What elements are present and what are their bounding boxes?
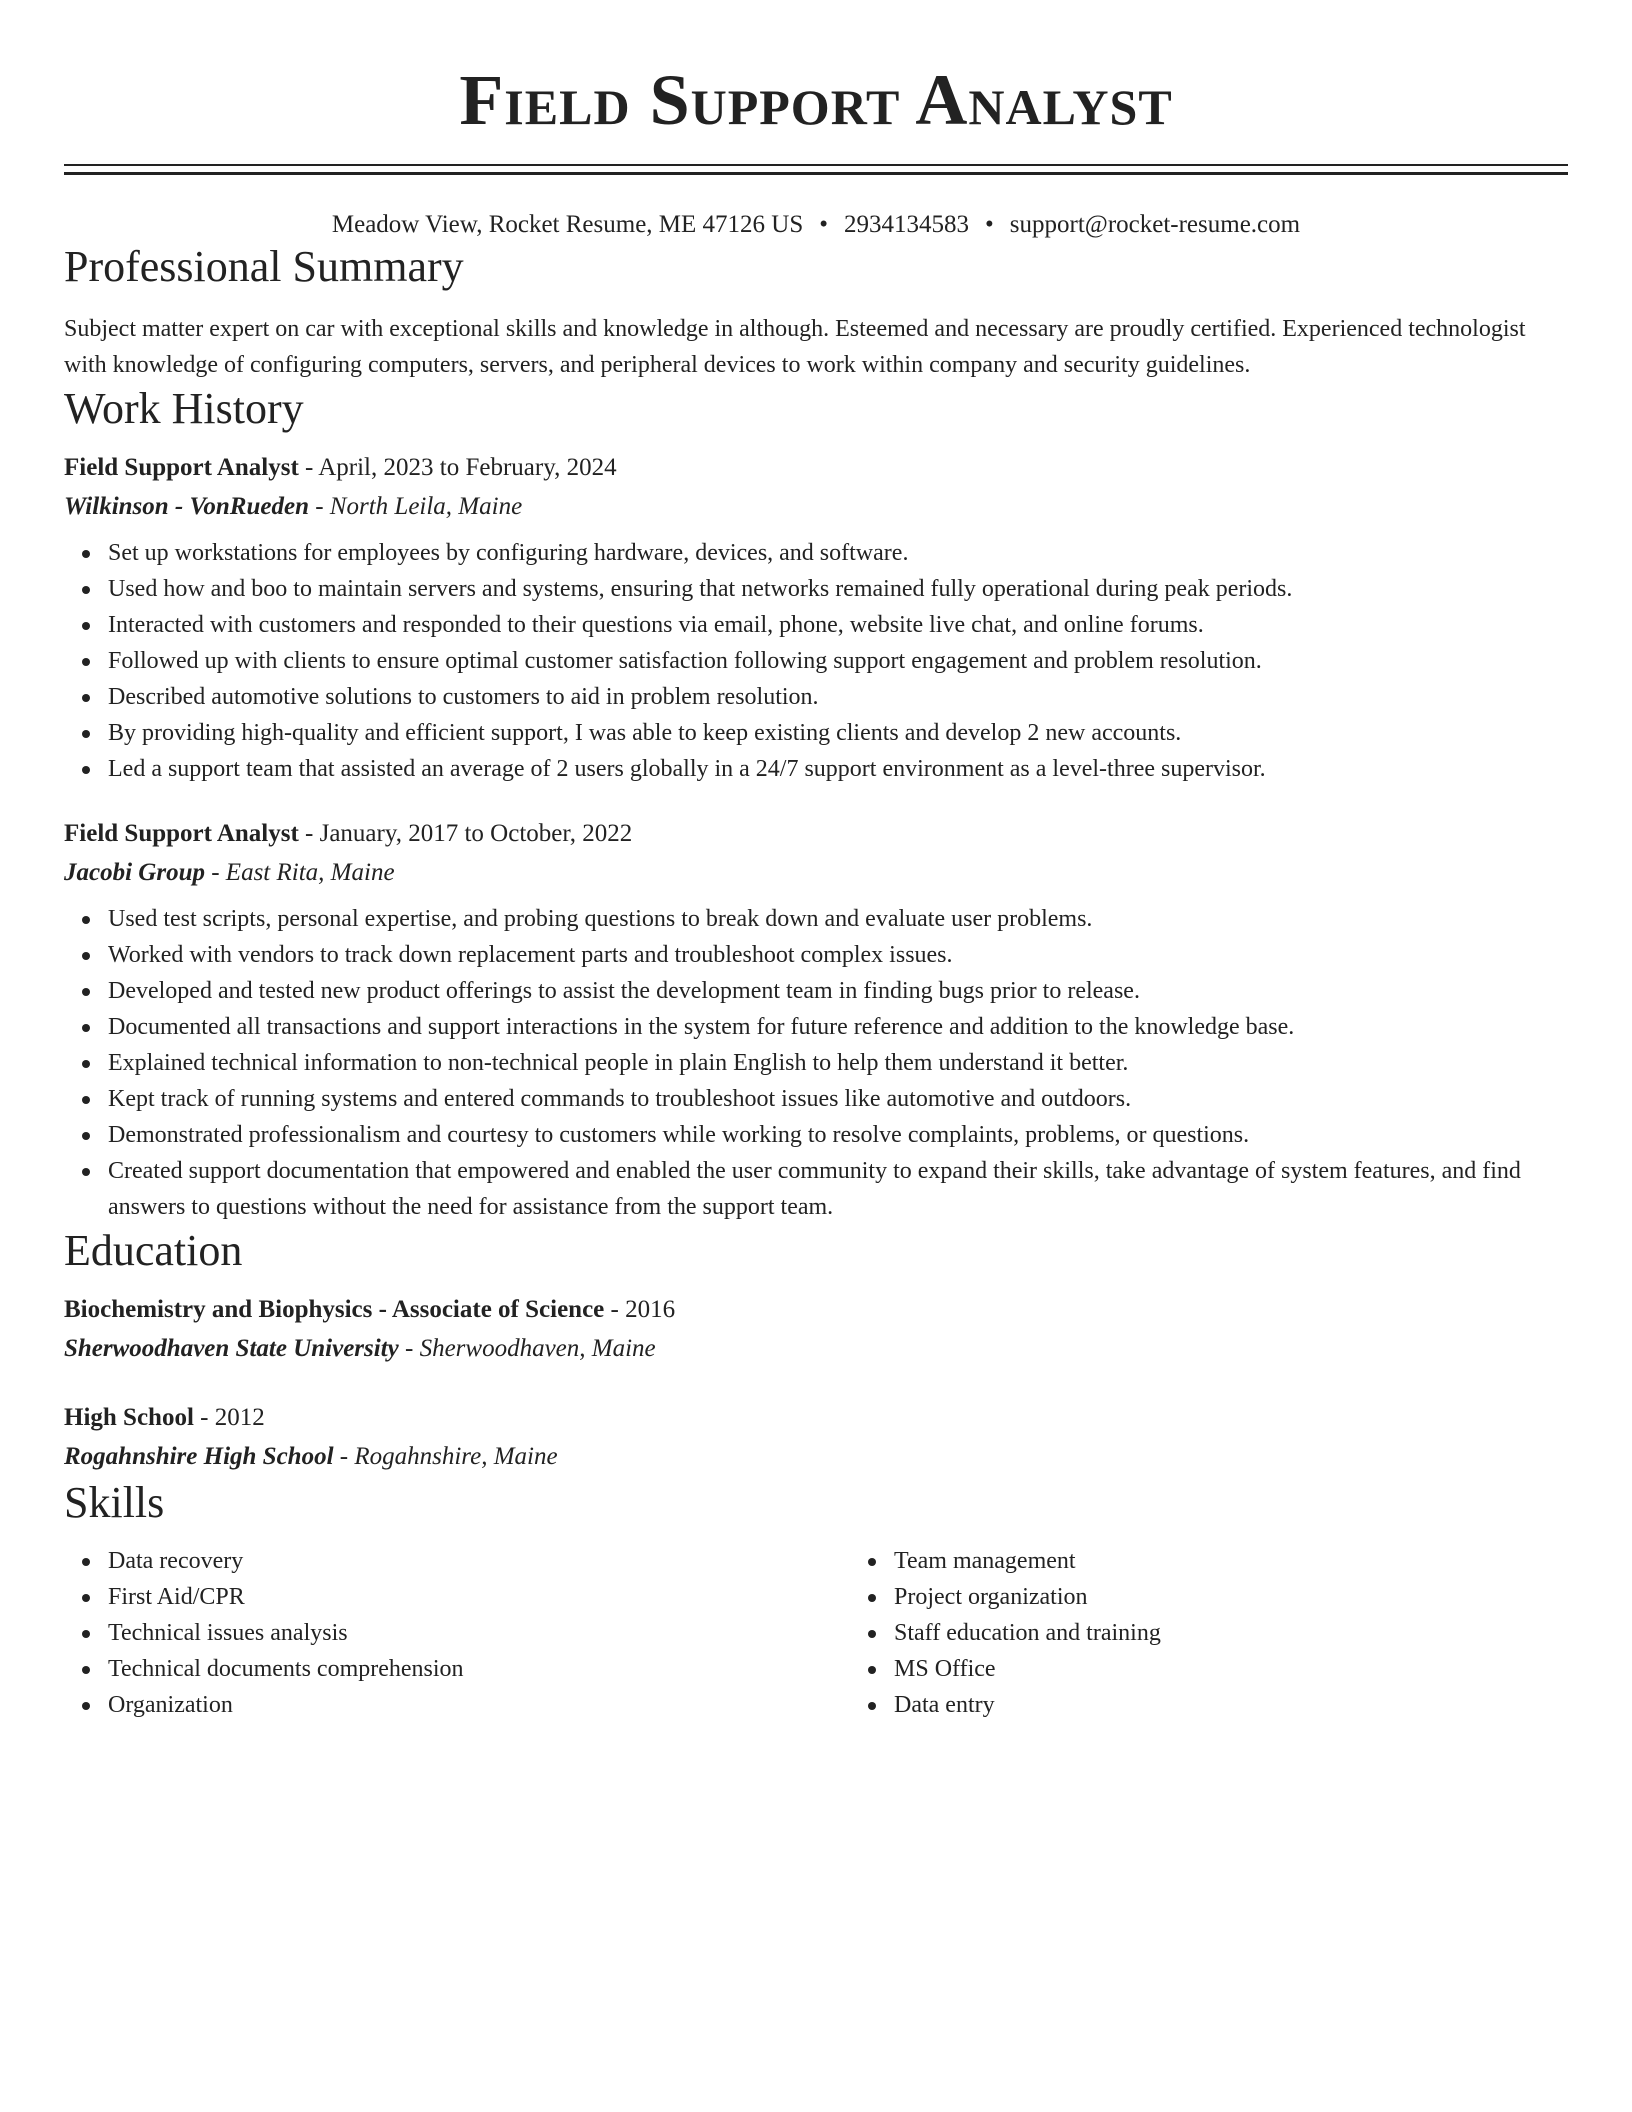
job-dates: - April, 2023 to February, 2024 bbox=[298, 454, 617, 481]
skill-item: Organization bbox=[108, 1687, 850, 1723]
skill-item: Technical documents comprehension bbox=[108, 1651, 850, 1687]
graduation-year: - 2016 bbox=[604, 1296, 676, 1323]
contact-address: Meadow View, Rocket Resume, ME 47126 US bbox=[331, 211, 804, 238]
skill-item: Staff education and training bbox=[894, 1615, 1632, 1651]
divider-line-bottom bbox=[64, 172, 1568, 175]
job-entry bbox=[64, 815, 1568, 1225]
skill-item: MS Office bbox=[894, 1651, 1632, 1687]
contact-email: support@rocket-resume.com bbox=[1009, 211, 1301, 238]
degree: High School bbox=[64, 1404, 194, 1431]
job-company: Jacobi Group bbox=[64, 859, 205, 886]
list-item: Described automotive solutions to customers to aid in problem resolution. bbox=[108, 679, 1568, 715]
school-line bbox=[64, 1329, 1568, 1369]
list-item: Used how and boo to maintain servers and systems, ensuring that networks remained fully operational during peak periods. bbox=[108, 571, 1568, 607]
school-name: Rogahnshire High School bbox=[64, 1443, 334, 1470]
job-duties-list bbox=[64, 901, 1568, 1225]
skill-item: Data entry bbox=[894, 1687, 1632, 1723]
degree-line bbox=[64, 1291, 1568, 1329]
school-line bbox=[64, 1437, 1568, 1477]
list-item: Set up workstations for employees by configuring hardware, devices, and software. bbox=[108, 535, 1568, 571]
job-title-line bbox=[64, 449, 1568, 487]
job-company: Wilkinson - VonRueden bbox=[64, 493, 309, 520]
school-name: Sherwoodhaven State University bbox=[64, 1335, 399, 1362]
education-entry bbox=[64, 1399, 1568, 1477]
job-location: - North Leila, Maine bbox=[308, 493, 523, 520]
skill-item: Data recovery bbox=[108, 1543, 850, 1579]
job-company-line bbox=[64, 853, 1568, 893]
job-company-line bbox=[64, 487, 1568, 527]
list-item: Demonstrated professionalism and courtesy to customers while working to resolve complaints, problems, or questions. bbox=[108, 1117, 1568, 1153]
degree-line bbox=[64, 1399, 1568, 1437]
job-location: - East Rita, Maine bbox=[204, 859, 395, 886]
job-entry bbox=[64, 449, 1568, 787]
section-heading-work-history: Work History bbox=[64, 384, 304, 433]
list-item: Interacted with customers and responded to their questions via email, phone, website live chat, and online forums. bbox=[108, 607, 1568, 643]
skills-list-right bbox=[850, 1543, 1632, 1723]
degree: Biochemistry and Biophysics - Associate of Science bbox=[64, 1296, 605, 1323]
list-item: Explained technical information to non-technical people in plain English to help them understand it better. bbox=[108, 1045, 1568, 1081]
list-item: Kept track of running systems and entered commands to troubleshoot issues like automotive and outdoors. bbox=[108, 1081, 1568, 1117]
job-dates: - January, 2017 to October, 2022 bbox=[298, 820, 633, 847]
list-item: Led a support team that assisted an average of 2 users globally in a 24/7 support environment as a level-three supervisor. bbox=[108, 751, 1568, 787]
contact-separator: • bbox=[819, 211, 829, 238]
title-divider bbox=[64, 164, 1568, 175]
resume-title: Field Support Analyst bbox=[459, 60, 1173, 140]
job-title: Field Support Analyst bbox=[64, 820, 299, 847]
skill-item: Technical issues analysis bbox=[108, 1615, 850, 1651]
section-heading-summary: Professional Summary bbox=[64, 242, 464, 291]
list-item: By providing high-quality and efficient support, I was able to keep existing clients and develop 2 new accounts. bbox=[108, 715, 1568, 751]
school-location: - Sherwoodhaven, Maine bbox=[398, 1335, 656, 1362]
list-item: Worked with vendors to track down replacement parts and troubleshoot complex issues. bbox=[108, 937, 1568, 973]
skill-item: Team management bbox=[894, 1543, 1632, 1579]
contact-line bbox=[64, 209, 1568, 241]
job-duties-list bbox=[64, 535, 1568, 787]
job-title: Field Support Analyst bbox=[64, 454, 299, 481]
skills-grid bbox=[64, 1543, 1568, 1723]
education-entry bbox=[64, 1291, 1568, 1369]
skill-item: Project organization bbox=[894, 1579, 1632, 1615]
contact-separator: • bbox=[985, 211, 994, 238]
job-title-line bbox=[64, 815, 1568, 853]
list-item: Created support documentation that empowered and enabled the user community to expand their skills, take advantage of system features, and find answers to questions without the need for assistance from the support team. bbox=[108, 1153, 1568, 1225]
list-item: Documented all transactions and support interactions in the system for future reference and addition to the knowledge base. bbox=[108, 1009, 1568, 1045]
contact-phone: 2934134583 bbox=[844, 211, 970, 238]
graduation-year: - 2012 bbox=[193, 1404, 265, 1431]
section-heading-education: Education bbox=[64, 1226, 243, 1275]
list-item: Used test scripts, personal expertise, and probing questions to break down and evaluate user problems. bbox=[108, 901, 1568, 937]
section-heading-skills: Skills bbox=[64, 1478, 165, 1527]
list-item: Developed and tested new product offerings to assist the development team in finding bugs prior to release. bbox=[108, 973, 1568, 1009]
school-location: - Rogahnshire, Maine bbox=[333, 1443, 558, 1470]
skills-list-left bbox=[64, 1543, 850, 1723]
list-item: Followed up with clients to ensure optimal customer satisfaction following support engagement and problem resolution. bbox=[108, 643, 1568, 679]
skill-item: First Aid/CPR bbox=[108, 1579, 850, 1615]
divider-line-top bbox=[64, 164, 1568, 166]
summary-text: Subject matter expert on car with exceptional skills and knowledge in although. Esteemed and necessary are proudly certified. Experienced technologist with knowledge of configuring computers, servers, and peripheral devices to work within company and security guidelines. bbox=[64, 316, 1526, 378]
